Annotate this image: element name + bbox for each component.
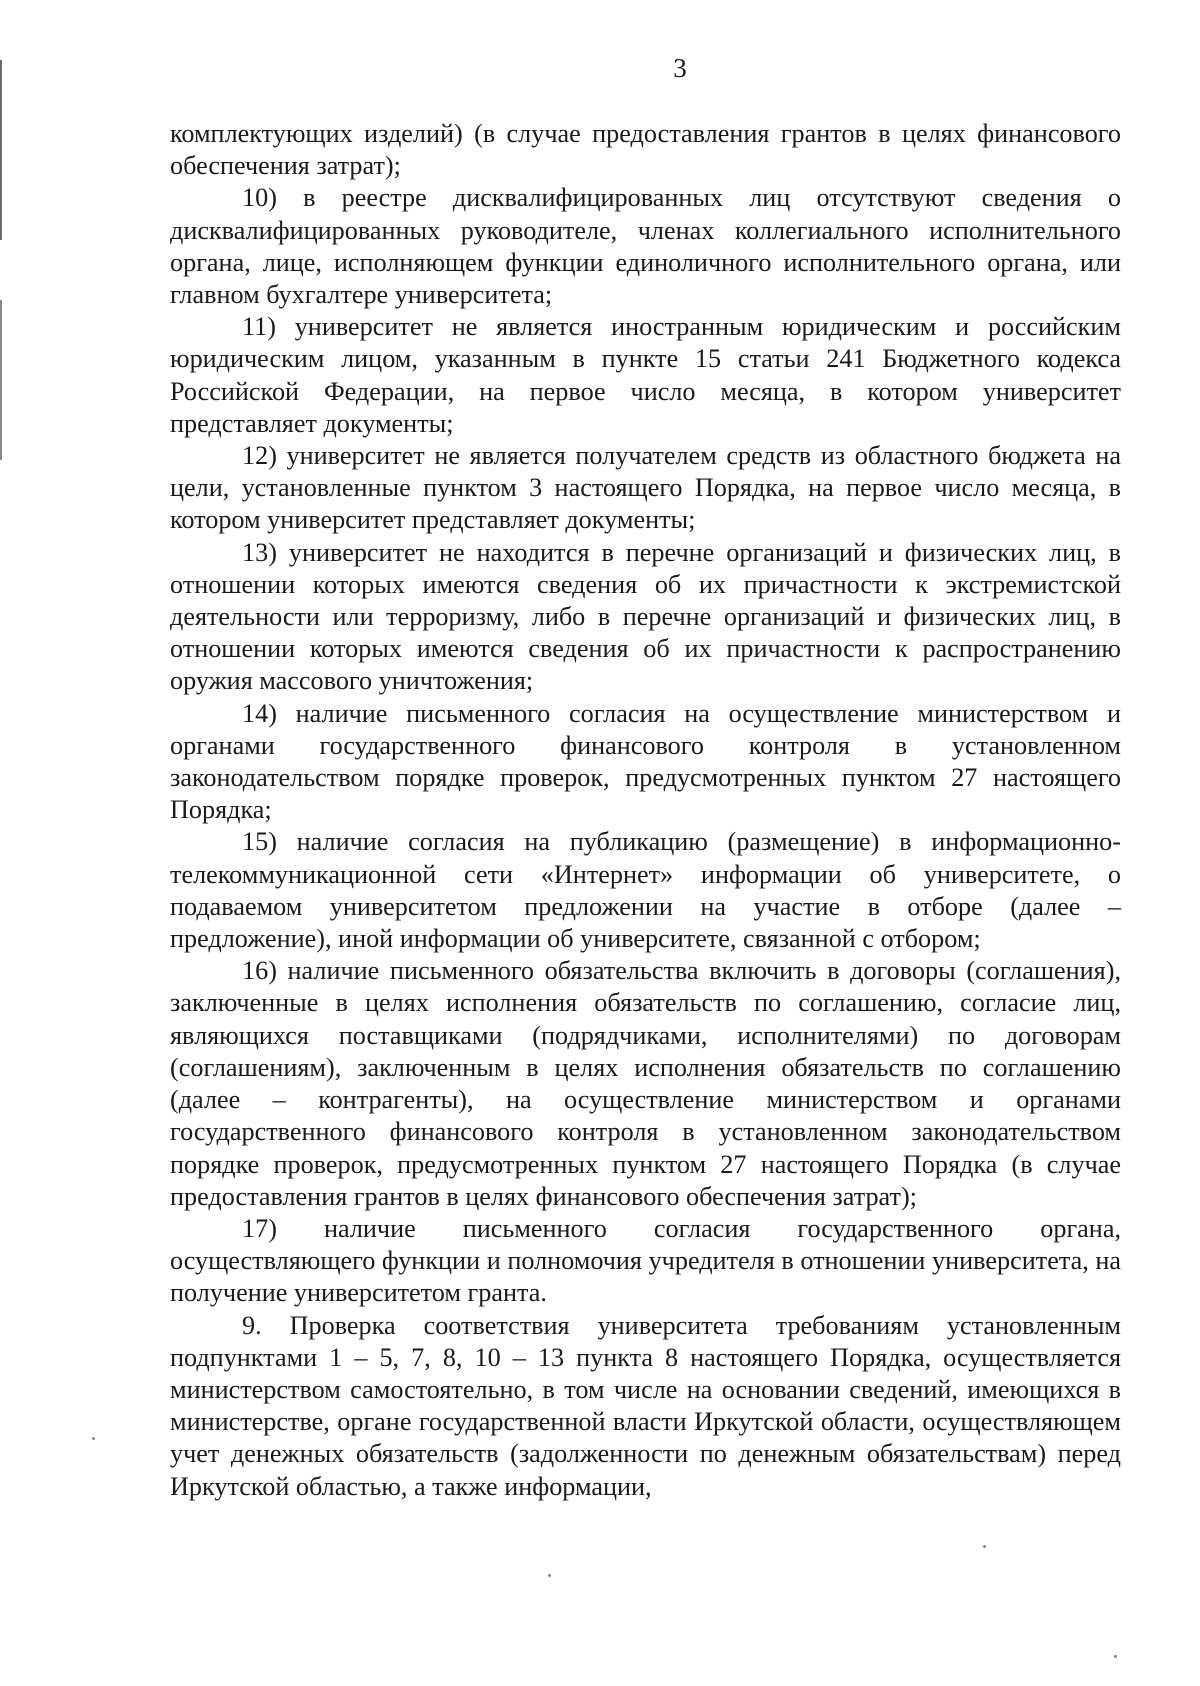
- list-item-12: 12) университет не является получателем средств из областного бюджета на цели, установленные пунктом 3 настоящего Порядка, на первое число месяца, в котором университет представляет документы;: [170, 441, 1121, 535]
- list-item-11: 11) университет не является иностранным юридическим и российским юридическим лицом, указанным в пункте 15 статьи 241 Бюджетного кодекса Российской Федерации, на первое число месяца, в котором университет представляет документы;: [170, 312, 1121, 438]
- scan-speck: [548, 1574, 551, 1577]
- scan-speck: [92, 1437, 95, 1440]
- list-item-15: 15) наличие согласия на публикацию (размещение) в информационно-телекоммуникационной сети «Интернет» информации об университете, о подаваемом университетом предложении на участие в отборе (далее – предложение), иной информации об университете, связанной с отбором;: [170, 827, 1121, 954]
- scan-speck: [1114, 1655, 1117, 1658]
- scan-speck: [983, 1545, 986, 1548]
- paragraph-continuation: комплектующих изделий) (в случае предоставления грантов в целях финансового обеспечения затрат);: [170, 119, 1121, 181]
- list-item-16: 16) наличие письменного обязательства включить в договоры (соглашения), заключенные в целях исполнения обязательств по соглашению, согласие лиц, являющихся поставщиками (подрядчиками, исполнителями) по договорам (соглашениям), заключенным в целях исполнения обязательств по соглашению (далее – контрагенты), на осуществление министерством и органами государственного финансового контроля в установленном законодательством порядке проверок, предусмотренных пунктом 27 настоящего Порядка (в случае предоставления грантов в целях финансового обеспечения затрат);: [170, 956, 1121, 1211]
- page-number: 3: [673, 53, 687, 83]
- scan-edge-mark: [0, 60, 2, 240]
- list-item-17: 17) наличие письменного согласия государственного органа, осуществляющего функции и полномочия учредителя в отношении университета, на получение университетом гранта.: [170, 1213, 1121, 1308]
- scan-edge-mark: [0, 300, 2, 460]
- list-item-13: 13) университет не находится в перечне организаций и физических лиц, в отношении которых имеются сведения об их причастности к экстремистской деятельности или терроризму, либо в перечне организаций и физических лиц, в отношении которых имеются сведения об их причастности к распространению оружия массового уничтожения;: [170, 537, 1121, 696]
- list-item-14: 14) наличие письменного согласия на осуществление министерством и органами государственного финансового контроля в установленном законодательством порядке проверок, предусмотренных пунктом 27 настоящего Порядка;: [170, 698, 1121, 825]
- section-9-paragraph: 9. Проверка соответствия университета требованиям установленным подпунктами 1 – 5, 7, 8, 10 – 13 пункта 8 настоящего Порядка, осуществляется министерством самостоятельно, в том числе на основании сведений, имеющихся в министерстве, органе государственной власти Иркутской области, осуществляющем учет денежных обязательств (задолженности по денежным обязательствам) перед Иркутской областью, а также информации,: [170, 1310, 1121, 1501]
- list-item-10: 10) в реестре дисквалифицированных лиц отсутствуют сведения о дисквалифицированных руководителе, членах коллегиального исполнительного органа, лице, исполняющем функции единоличного исполнительного органа, или главном бухгалтере университета;: [170, 183, 1121, 310]
- document-body: [170, 118, 1121, 1503]
